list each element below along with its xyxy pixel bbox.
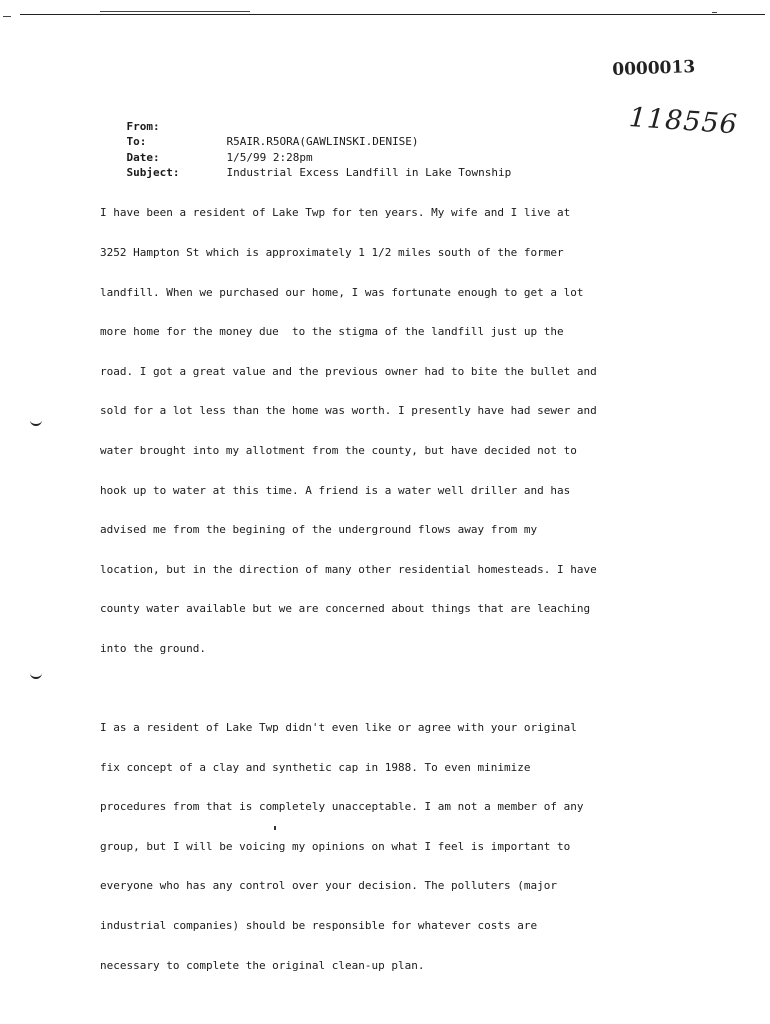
body-line: advised me from the begining of the underground flows away from my	[100, 523, 538, 537]
body-line: more home for the money due to the stigma of the landfill just up the	[100, 325, 564, 339]
to-value: R5AIR.R5ORA(GAWLINSKI.DENISE)	[226, 135, 419, 148]
top-rule-dot	[712, 12, 717, 13]
date-value: 1/5/99 2:28pm	[226, 150, 313, 164]
body-line: procedures from that is completely unacceptable. I am not a member of any	[100, 800, 584, 814]
email-header	[100, 103, 512, 179]
body-line: necessary to complete the original clean-up plan.	[100, 958, 425, 972]
body-line: 3252 Hampton St which is approximately 1 1/2 miles south of the former	[100, 246, 564, 259]
subject-value: Industrial Excess Landfill in Lake Township	[226, 166, 512, 179]
top-rule-tick	[3, 16, 11, 17]
scan-speck	[274, 826, 276, 830]
body-line: sold for a lot less than the home was worth. I presently have had sewer and	[100, 404, 597, 418]
body-line: landfill. When we purchased our home, I was fortunate enough to get a lot	[100, 285, 584, 299]
from-label: From:	[126, 119, 160, 133]
body-line: group, but I will be voicing my opinions on what I feel is important to	[100, 839, 571, 853]
body-line: into the ground.	[100, 641, 206, 655]
body-line: water brought into my allotment from the county, but have decided not to	[100, 443, 577, 457]
paragraph-1	[100, 180, 680, 682]
body-line: I have been a resident of Lake Twp for ten years. My wife and I live at	[100, 206, 571, 220]
date-label: Date:	[126, 150, 160, 164]
body-line: fix concept of a clay and synthetic cap in 1988. To even minimize	[100, 760, 531, 774]
message-body	[100, 180, 680, 1011]
paragraph-2	[100, 695, 680, 999]
margin-hole-mark	[30, 673, 42, 679]
header-row-from	[100, 103, 511, 133]
handwritten-number: 118556	[627, 102, 739, 141]
body-line: hook up to water at this time. A friend is a water well driller and has	[100, 483, 571, 497]
body-line: I as a resident of Lake Twp didn't even like or agree with your original	[100, 720, 577, 734]
body-line: county water available but we are concerned about things that are leaching	[100, 602, 591, 616]
top-rule-accent	[100, 11, 250, 12]
body-line: everyone who has any control over your decision. The polluters (major	[100, 879, 557, 893]
body-line: location, but in the direction of many other residential homesteads. I have	[100, 562, 597, 576]
document-number-stamp: 0000013	[612, 57, 696, 80]
to-label: To:	[126, 135, 147, 148]
body-line: industrial companies) should be responsible for whatever costs are	[100, 918, 538, 932]
subject-label: Subject:	[126, 166, 180, 179]
margin-hole-mark	[30, 420, 42, 426]
top-rule	[20, 14, 765, 15]
body-line: road. I got a great value and the previous owner had to bite the bullet and	[100, 364, 597, 378]
